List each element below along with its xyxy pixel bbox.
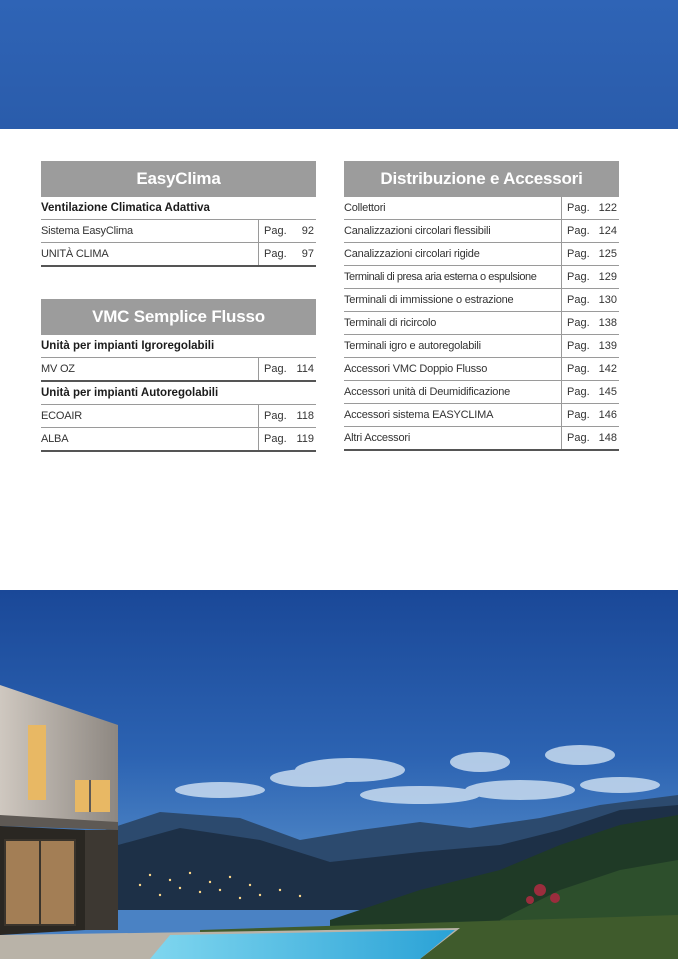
row-name: Terminali igro e autoregolabili [344, 340, 481, 352]
table-row[interactable] [344, 427, 619, 451]
row-num: 148 [598, 432, 617, 444]
row-pag: Pag. [567, 225, 590, 237]
table-row[interactable] [344, 243, 619, 266]
table-row[interactable] [41, 405, 316, 428]
row-num: 119 [296, 433, 314, 445]
row-num: 139 [598, 340, 617, 352]
easyclima-table [41, 220, 316, 267]
row-num: 92 [301, 225, 314, 237]
row-name: Canalizzazioni circolari flessibili [344, 225, 491, 237]
row-name: Canalizzazioni circolari rigide [344, 248, 480, 260]
modern-house [0, 685, 118, 935]
row-num: 146 [598, 409, 617, 421]
row-pag: Pag. [567, 409, 590, 421]
table-row[interactable] [41, 428, 316, 452]
row-name: Altri Accessori [344, 432, 411, 444]
row-name: ECOAIR [41, 410, 82, 422]
table-row[interactable] [344, 266, 619, 289]
distribuzione-table [344, 197, 619, 451]
row-num: 114 [296, 363, 314, 375]
vmc-subtitle-auto: Unità per impianti Autoregolabili [41, 382, 316, 405]
row-pag: Pag. [567, 271, 590, 283]
row-pag: Pag. [567, 432, 590, 444]
table-row[interactable] [344, 312, 619, 335]
row-pag: Pag. [264, 433, 287, 445]
row-name: Collettori [344, 202, 386, 214]
row-name: UNITÀ CLIMA [41, 248, 109, 260]
table-row[interactable] [344, 220, 619, 243]
row-pag: Pag. [567, 248, 590, 260]
easyclima-subtitle: Ventilazione Climatica Adattiva [41, 197, 316, 220]
dusk-landscape-photo [0, 590, 678, 959]
table-row[interactable] [41, 358, 316, 382]
row-pag: Pag. [264, 363, 287, 375]
row-num: 118 [296, 410, 314, 422]
table-row[interactable] [344, 335, 619, 358]
row-num: 129 [598, 271, 617, 283]
table-row[interactable] [344, 197, 619, 220]
row-name: Sistema EasyClima [41, 225, 133, 237]
row-num: 138 [598, 317, 617, 329]
row-pag: Pag. [264, 248, 287, 260]
table-row[interactable] [344, 381, 619, 404]
table-row[interactable] [344, 358, 619, 381]
row-name: Accessori VMC Doppio Flusso [344, 363, 488, 375]
row-pag: Pag. [567, 363, 590, 375]
row-num: 97 [301, 248, 314, 260]
row-name: Terminali di ricircolo [344, 317, 437, 329]
row-name: MV OZ [41, 363, 75, 375]
row-pag: Pag. [567, 340, 590, 352]
row-pag: Pag. [264, 225, 287, 237]
table-row[interactable] [41, 220, 316, 243]
row-pag: Pag. [567, 317, 590, 329]
row-num: 124 [598, 225, 617, 237]
row-num: 142 [598, 363, 617, 375]
right-column [344, 161, 619, 451]
easyclima-header: EasyClima [41, 161, 316, 197]
row-name: Accessori sistema EASYCLIMA [344, 409, 494, 421]
table-row[interactable] [41, 243, 316, 267]
vmc-subtitle-igro: Unità per impianti Igroregolabili [41, 335, 316, 358]
row-pag: Pag. [264, 410, 287, 422]
distribuzione-header: Distribuzione e Accessori [344, 161, 619, 197]
vmc-header: VMC Semplice Flusso [41, 299, 316, 335]
row-num: 145 [598, 386, 617, 398]
table-row[interactable] [344, 404, 619, 427]
row-name: Accessori unità di Deumidificazione [344, 386, 511, 398]
landscape-illustration [0, 590, 678, 959]
row-pag: Pag. [567, 294, 590, 306]
row-name: Terminali di immissione o estrazione [344, 294, 514, 306]
top-blue-band [0, 0, 678, 129]
row-name: Terminali di presa aria esterna o espulsione [344, 271, 537, 283]
row-pag: Pag. [567, 386, 590, 398]
row-pag: Pag. [567, 202, 590, 214]
row-name: ALBA [41, 433, 69, 445]
vmc-auto-table [41, 405, 316, 452]
row-num: 122 [598, 202, 617, 214]
table-row[interactable] [344, 289, 619, 312]
row-num: 125 [598, 248, 617, 260]
row-num: 130 [598, 294, 617, 306]
left-column [41, 161, 316, 452]
